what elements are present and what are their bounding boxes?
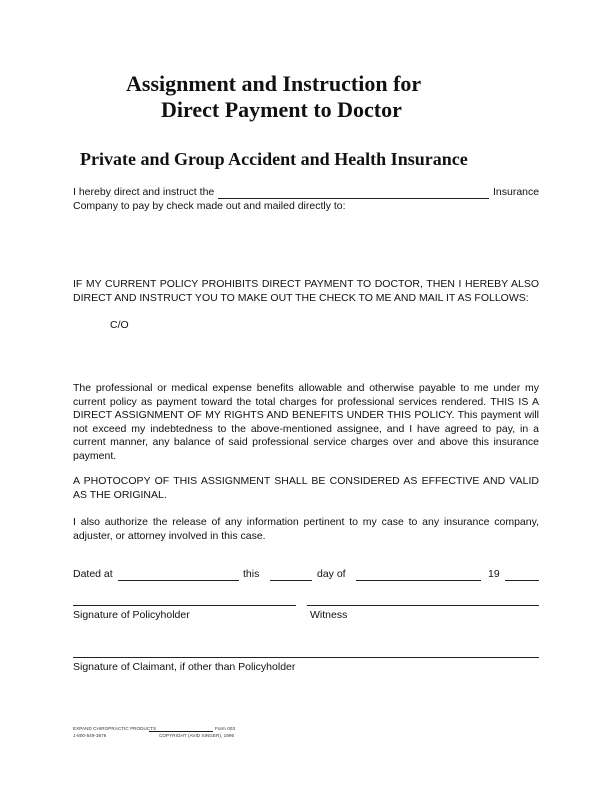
footer-copyright: COPYRIGHT (AVID SINGER), 1996	[159, 733, 235, 738]
subtitle: Private and Group Accident and Health Insurance	[80, 149, 468, 169]
care-of-label: C/O	[110, 319, 129, 331]
benefits-paragraph: The professional or medical expense benefits allowable and otherwise payable to me under my current policy as payment toward the total charges for professional services rendered. THIS IS A DIRECT ASSIGNMENT OF MY RIGHTS AND BENEFITS UNDER THIS POLICY. This payment will not exceed my indebtedness to the above-mentioned assignee, and I have agreed to pay, in a current manner, any balance of said professional service charges over and above this insurance payment.	[73, 382, 539, 462]
policyholder-signature-line[interactable]	[73, 605, 296, 606]
title-line-1: Assignment and Instruction for	[126, 71, 422, 96]
witness-signature-line[interactable]	[307, 605, 539, 606]
footer-company: EXPAND CHIROPRACTIC PRODUCTS	[73, 726, 157, 731]
policyholder-signature-label: Signature of Policyholder	[73, 609, 190, 621]
photocopy-paragraph: A PHOTOCOPY OF THIS ASSIGNMENT SHALL BE CONSIDERED AS EFFECTIVE AND VALID AS THE ORIGINAL.	[73, 475, 539, 501]
title-line-2: Direct Payment to Doctor	[161, 97, 402, 122]
release-paragraph: I also authorize the release of any information pertinent to my case to any insurance company, adjuster, or attorney involved in this case.	[73, 516, 539, 542]
footer-rule	[149, 731, 213, 732]
dated-at-line[interactable]	[118, 580, 239, 581]
day-line[interactable]	[270, 580, 312, 581]
year-line[interactable]	[505, 580, 539, 581]
year-prefix-label: 19	[488, 568, 500, 580]
policy-clause: IF MY CURRENT POLICY PROHIBITS DIRECT PAYMENT TO DOCTOR, THEN I HEREBY ALSO DIRECT AND INSTRUCT YOU TO MAKE OUT THE CHECK TO ME AND MAIL IT AS FOLLOWS:	[73, 278, 539, 304]
footer-form: Form 003	[215, 726, 236, 731]
witness-label: Witness	[310, 609, 348, 621]
direct-tail: Insurance	[493, 186, 540, 198]
footer-phone: 1-800-549-3676	[73, 733, 107, 738]
direct-lead: I hereby direct and instruct the	[73, 186, 215, 198]
dated-at-label: Dated at	[73, 568, 113, 580]
day-of-label: day of	[317, 568, 346, 580]
insurance-company-line[interactable]	[218, 198, 489, 199]
claimant-signature-line[interactable]	[73, 657, 539, 658]
direct-line-2: Company to pay by check made out and mailed directly to:	[73, 200, 346, 212]
month-line[interactable]	[356, 580, 481, 581]
claimant-signature-label: Signature of Claimant, if other than Policyholder	[73, 661, 296, 673]
this-label: this	[243, 568, 260, 580]
